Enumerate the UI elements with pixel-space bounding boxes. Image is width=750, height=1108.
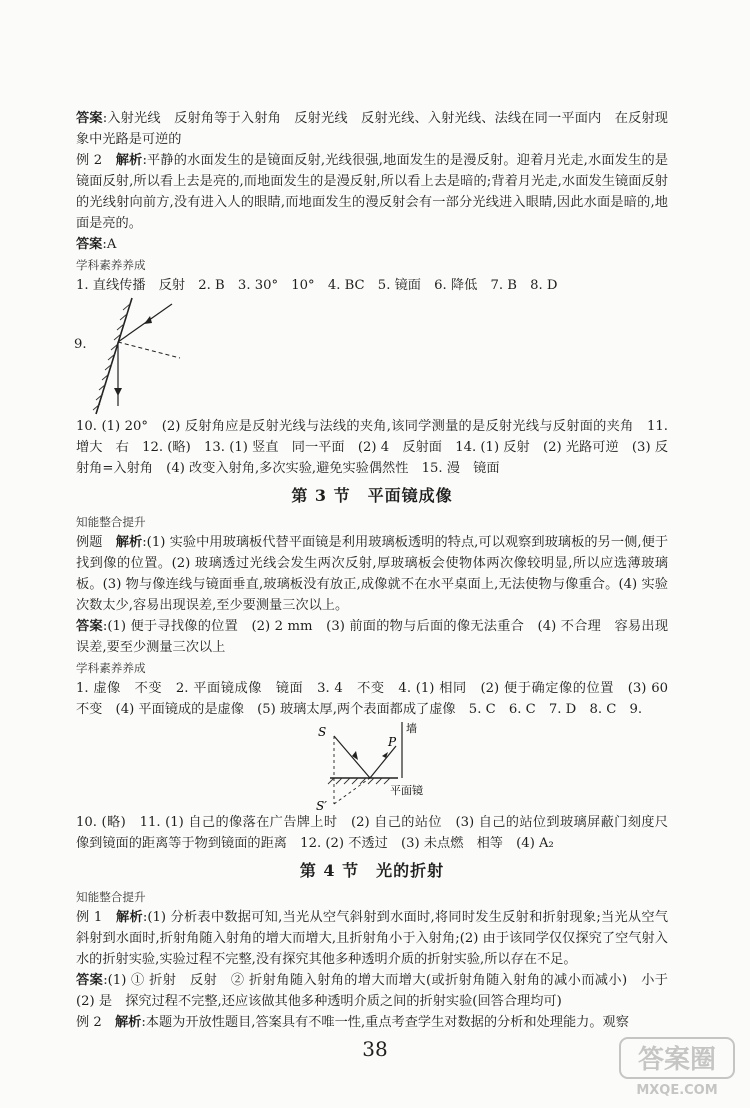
section-3-title: 第 3 节 平面镜成像 [291, 486, 453, 505]
incident-ray [334, 736, 370, 778]
section-3-example [76, 532, 668, 616]
label-S-prime: S′ [316, 799, 327, 812]
example-1-label: 例 1 [76, 910, 117, 925]
plane-mirror-diagram [302, 720, 472, 812]
mirror-line [96, 298, 132, 414]
question-9-block [76, 296, 668, 416]
answers-10-12: 10. (略) 11. (1) 自己的像落在广告牌上时 (2) 自己的站位 (3) 自己的站位到玻璃屏蔽门刻度尺 像到镜面的距离等于物到镜面的距离 12. (2) 不透过 (3) 未点燃 相等 (4) A₂ [76, 815, 682, 851]
watermark-bottom: MXQE.COM [636, 1083, 718, 1098]
example-2-text: :平静的水面发生的是镜面反射,光线很强,地面发生的是漫反射。迎着月光走,水面发生的是镜面反射,所以看上去是亮的,而地面发生的是漫反射,所以看上去是暗的;背着月光走,水面发生镜面反射的光线射向前方,没有进入人的眼睛,而地面发生的漫反射会有一部分光线进入眼睛,因此水面是暗的,地面是亮的。 [76, 153, 669, 231]
analysis-label: 解析 [116, 910, 143, 925]
answers-1-8: 1. 直线传播 反射 2. B 3. 30° 10° 4. BC 5. 镜面 6. 降低 7. B 8. D [76, 278, 558, 293]
analysis-label: 解析 [115, 535, 143, 550]
answer-text: :(1) 便于寻找像的位置 (2) 2 mm (3) 前面的物与后面的像无法重合 (4) 不合理 容易出现误差,要至少测量三次以上 [76, 619, 669, 655]
answer-2-text: :A [102, 237, 117, 252]
section-4-example-2 [76, 1012, 668, 1033]
page-number: 38 [362, 1037, 388, 1061]
answer-2-paragraph [76, 234, 668, 255]
page-content [74, 108, 682, 1033]
watermark-logo [618, 1036, 736, 1098]
reflection-diagram [88, 296, 248, 416]
extension-line [334, 778, 370, 804]
example-2-paragraph [76, 150, 668, 234]
example-label: 例题 [76, 535, 116, 550]
analysis-label: 解析 [114, 1015, 142, 1030]
section-label-zn3: 知能整合提升 [76, 515, 146, 529]
section-4-example-1 [76, 907, 668, 970]
question-9-label: 9. [74, 337, 87, 352]
answer-paragraph [76, 108, 668, 150]
label-mirror: 平面镜 [390, 784, 423, 797]
answer-text: :入射光线 反射角等于入射角 反射光线 反射光线、入射光线、法线在同一平面内 在反射现象中光路是可逆的 [76, 111, 668, 147]
answer-text: :(1) ① 折射 反射 ② 折射角随入射角的增大而增大(或折射角随入射角的减小而减小) 小于 (2) 是 探究过程不完整,还应该做其他多种透明介质之间的折射实验(回答合理均可) [76, 973, 682, 1009]
mirror-figure-block [76, 720, 668, 812]
reflected-arrow [114, 388, 122, 396]
answers-1-9: 1. 虚像 不变 2. 平面镜成像 镜面 3. 4 不变 4. (1) 相同 (2) 便于确定像的位置 (3) 60 不变 (4) 平面镜成的是虚像 (5) 玻璃太厚,两个表面都成了虚像 5. C 6. C 7. D 8. C 9. [76, 681, 682, 717]
example-2-text: :本题为开放性题目,答案具有不唯一性,重点考查学生对数据的分析和处理能力。观察 [141, 1015, 629, 1030]
example-1-text: :(1) 分析表中数据可知,当光从空气斜射到水面时,将同时发生反射和折射现象;当光从空气斜射到水面时,折射角随入射角的增大而增大,且折射角小于入射角;(2) 由于该同学仅仅探究了空气射入水的折射实验,实验过程不完整,没有探究其他多种透明介质的折射实验,所以存在不足。 [76, 910, 669, 967]
label-P: P [388, 735, 397, 749]
example-text: :(1) 实验中用玻璃板代替平面镜是利用玻璃板透明的特点,可以观察到玻璃板的另一侧,便于找到像的位置。(2) 玻璃透过光线会发生两次反射,厚玻璃板会使物体两次像较明显,所以应选薄玻璃板。(3) 物与像连线与镜面垂直,玻璃板没有放正,成像就不在水平桌面上,无法使物与像重合。(4) 实验次数太少,容易出现误差,至少要测量三次以上。 [76, 535, 669, 613]
watermark-top: 答案圈 [637, 1045, 717, 1075]
section-4-answer [76, 970, 682, 1012]
answer-label: 答案 [76, 973, 104, 988]
section-label-xk1: 学科素养养成 [76, 258, 146, 272]
answer-label: 答案 [76, 619, 103, 634]
label-wall: 墙 [406, 722, 417, 735]
analysis-label: 解析 [115, 153, 143, 168]
answers-10-15: 10. (1) 20° (2) 反射角应是反射光线与法线的夹角,该同学测量的是反射光线与反射面的夹角 11. 增大 右 12. (略) 13. (1) 竖直 同一平面 (2) 4 反射面 14. (1) 反射 (2) 光路可逆 (3) 反射角=入射角 (4) 改变入射角,多次实验,避免实验偶然性 15. 漫 镜面 [76, 419, 668, 476]
section-label-xk3: 学科素养养成 [76, 661, 146, 675]
normal-line [118, 342, 180, 358]
incident-arrow [144, 316, 152, 324]
example-2-label: 例 2 [76, 153, 116, 168]
section-3-answer [76, 616, 668, 658]
section-4-title: 第 4 节 光的折射 [299, 861, 445, 880]
mirror-hatching [328, 778, 390, 784]
section-label-zn4: 知能整合提升 [76, 890, 146, 904]
label-S: S [318, 725, 327, 739]
reflected-ray [370, 746, 396, 778]
example-2-label: 例 2 [76, 1015, 115, 1030]
answer-2-label: 答案 [76, 237, 103, 252]
answer-label: 答案 [76, 111, 103, 126]
